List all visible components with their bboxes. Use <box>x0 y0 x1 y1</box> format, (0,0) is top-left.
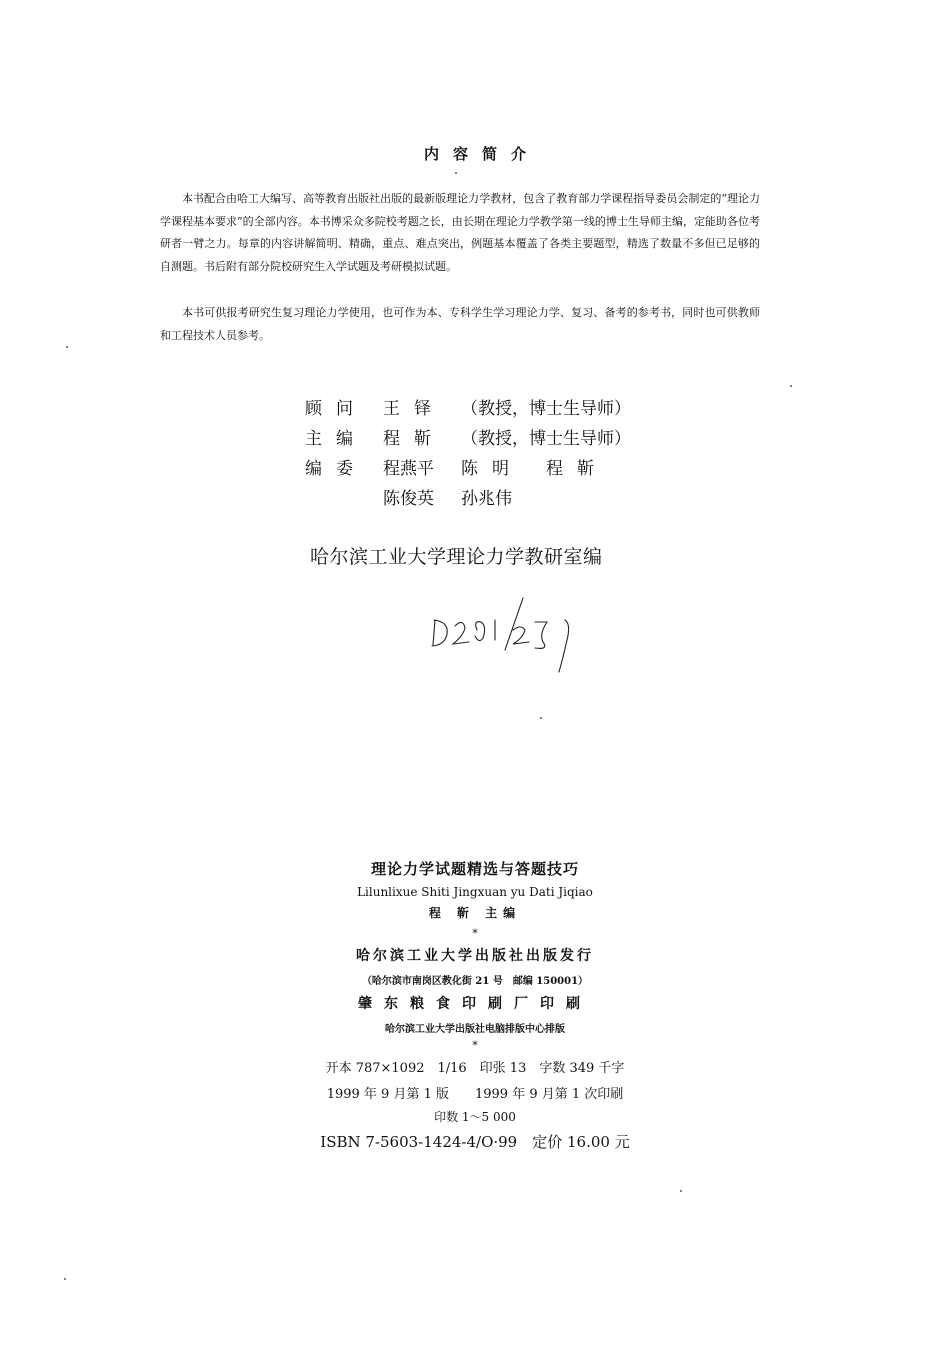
intro-title: 内容简介 <box>423 145 540 163</box>
separator-star: * <box>472 1039 478 1052</box>
typesetter-line: 哈尔滨工业大学出版社电脑排版中心排版 <box>385 1024 565 1035</box>
credit-name: 陈俊英 <box>383 489 434 509</box>
credit-role <box>305 484 383 514</box>
isbn-price: ISBN 7-5603-1424-4/O·99 定价 16.00 元 <box>320 1133 630 1151</box>
credit-row-editorial-board <box>305 454 631 484</box>
intro-paragraph-1: 本书配合由哈工大编写、高等教育出版社出版的最新版理论力学教材，包含了教育部力学课程指导委员会制定的“理论力学课程基本要求”的全部内容。本书博采众多院校考题之长，由长期在理论力学教学第一线的博士生导师主编，定能助各位考研者一臂之力。每章的内容讲解简明、精确，重点、难点突出，例题基本覆盖了各类主要题型，精选了数量不多但已足够的自测题。书后附有部分院校研究生入学试题及考研模拟试题。 <box>160 192 760 273</box>
credit-role: 顾问 <box>305 399 367 419</box>
publisher-address: （哈尔滨市南岗区教化街 21 号 邮编 150001） <box>361 976 589 987</box>
speck <box>64 1278 66 1280</box>
credit-note: （教授，博士生导师） <box>461 399 631 419</box>
colophon <box>0 858 950 1152</box>
handwritten-catalog-number <box>425 590 585 680</box>
credit-name: 程靳 <box>546 459 608 479</box>
credit-row-advisor <box>305 394 631 424</box>
speck <box>455 172 457 174</box>
separator-star: * <box>472 927 478 940</box>
credit-role: 编委 <box>305 459 367 479</box>
department-line: 哈尔滨工业大学理论力学教研室编 <box>310 546 603 568</box>
publisher-line: 哈尔滨工业大学出版社出版发行 <box>356 948 594 964</box>
book-title-pinyin: Lilunlixue Shiti Jingxuan yu Dati Jiqiao <box>357 885 593 899</box>
credit-name: 陈明 <box>461 459 523 479</box>
speck <box>66 346 68 348</box>
credit-row-chief-editor <box>305 424 631 454</box>
chief-editor-line: 程 靳 主编 <box>428 906 522 920</box>
speck <box>540 717 542 719</box>
speck <box>680 1190 682 1192</box>
format-spec: 开本 787×1092 1/16 印张 13 字数 349 千字 <box>325 1061 625 1076</box>
credit-row-editorial-board-2 <box>305 484 631 514</box>
edition-info: 1999 年 9 月第 1 版 1999 年 9 月第 1 次印刷 <box>326 1087 624 1102</box>
credit-name: 孙兆伟 <box>461 489 512 509</box>
print-run: 印数 1～5 000 <box>434 1110 516 1124</box>
credit-name: 程靳 <box>383 429 445 449</box>
credit-name: 程燕平 <box>383 459 434 479</box>
credit-name: 王铎 <box>383 399 445 419</box>
printer-line: 肇东粮食印刷厂印刷 <box>358 996 592 1012</box>
credit-note: （教授，博士生导师） <box>461 429 631 449</box>
credits-block <box>305 394 631 514</box>
intro-paragraph-2: 本书可供报考研究生复习理论力学使用，也可作为本、专科学生学习理论力学、复习、备考的参考书，同时也可供教师和工程技术人员参考。 <box>160 306 760 342</box>
speck <box>790 385 792 387</box>
credit-role: 主编 <box>305 429 367 449</box>
book-title: 理论力学试题精选与答题技巧 <box>370 860 579 878</box>
